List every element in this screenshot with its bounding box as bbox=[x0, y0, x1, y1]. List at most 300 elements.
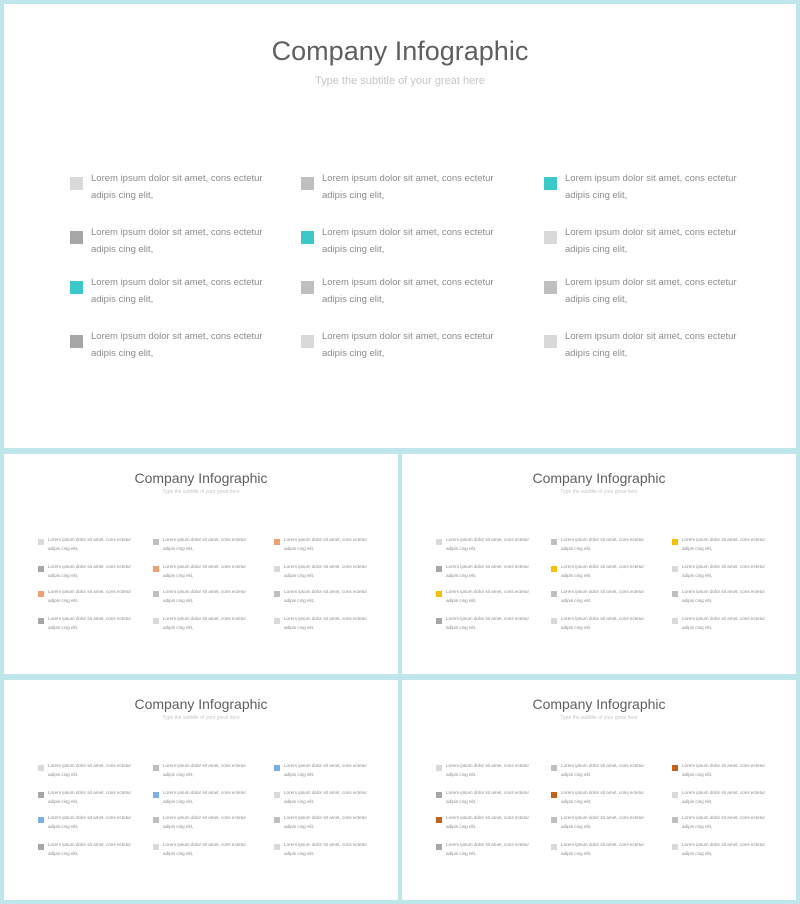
item-text-line2: adipis cing elit, bbox=[322, 348, 385, 359]
item-text-line1: Lorem ipsum dolor sit amet, cons ectetur bbox=[48, 790, 131, 795]
item-text bbox=[682, 615, 782, 632]
bullet-square-icon bbox=[551, 539, 557, 545]
item-text-line1: Lorem ipsum dolor sit amet, cons ectetur bbox=[446, 537, 529, 542]
list-item bbox=[551, 762, 671, 786]
bullet-square-icon bbox=[274, 539, 280, 545]
list-item bbox=[274, 536, 394, 560]
item-text bbox=[91, 274, 291, 308]
item-text-line2: adipis cing elit, bbox=[284, 572, 315, 578]
item-text bbox=[561, 841, 661, 858]
item-text-line1: Lorem ipsum dolor sit amet, cons ectetur bbox=[446, 842, 529, 847]
item-text bbox=[163, 588, 263, 605]
bullet-square-icon bbox=[274, 792, 280, 798]
item-text bbox=[48, 814, 148, 831]
item-text bbox=[682, 588, 782, 605]
list-item bbox=[672, 814, 792, 838]
list-item bbox=[672, 588, 792, 612]
bullet-square-icon bbox=[436, 539, 442, 545]
item-text bbox=[322, 274, 522, 308]
list-item bbox=[301, 274, 541, 320]
bullet-square-icon bbox=[274, 765, 280, 771]
list-item bbox=[672, 789, 792, 813]
item-text-line1: Lorem ipsum dolor sit amet, cons ectetur bbox=[163, 537, 246, 542]
item-text bbox=[446, 615, 546, 632]
bullet-square-icon bbox=[551, 844, 557, 850]
list-item bbox=[436, 841, 556, 865]
bullet-square-icon bbox=[153, 817, 159, 823]
item-text bbox=[163, 789, 263, 806]
slide-subtitle: Type the subtitle of your great here bbox=[162, 489, 240, 495]
list-item bbox=[544, 328, 784, 374]
item-text-line1: Lorem ipsum dolor sit amet, cons ectetur bbox=[284, 537, 367, 542]
item-text-line2: adipis cing elit, bbox=[682, 823, 713, 829]
item-text bbox=[561, 789, 661, 806]
bullet-square-icon bbox=[436, 765, 442, 771]
item-text bbox=[561, 615, 661, 632]
item-text-line2: adipis cing elit, bbox=[446, 823, 477, 829]
bullet-square-icon bbox=[672, 539, 678, 545]
bullet-square-icon bbox=[551, 817, 557, 823]
bullet-square-icon bbox=[672, 844, 678, 850]
item-text-line2: adipis cing elit, bbox=[561, 771, 592, 777]
bullet-square-icon bbox=[551, 792, 557, 798]
item-text-line2: adipis cing elit, bbox=[163, 823, 194, 829]
item-text-line2: adipis cing elit, bbox=[163, 597, 194, 603]
item-text-line2: adipis cing elit, bbox=[163, 545, 194, 551]
bullet-square-icon bbox=[436, 844, 442, 850]
item-text-line1: Lorem ipsum dolor sit amet, cons ectetur bbox=[284, 815, 367, 820]
item-text-line1: Lorem ipsum dolor sit amet, cons ectetur bbox=[163, 842, 246, 847]
list-item bbox=[153, 536, 273, 560]
item-text-line2: adipis cing elit, bbox=[682, 771, 713, 777]
item-text-line1: Lorem ipsum dolor sit amet, cons ectetur bbox=[561, 589, 644, 594]
item-text-line2: adipis cing elit, bbox=[284, 597, 315, 603]
item-text-line1: Lorem ipsum dolor sit amet, cons ectetur bbox=[163, 763, 246, 768]
bullet-square-icon bbox=[38, 591, 44, 597]
item-text-line2: adipis cing elit, bbox=[682, 798, 713, 804]
item-text-line2: adipis cing elit, bbox=[48, 572, 79, 578]
item-text bbox=[91, 170, 291, 204]
bullet-square-icon bbox=[274, 817, 280, 823]
list-item bbox=[551, 615, 671, 639]
item-text-line2: adipis cing elit, bbox=[446, 624, 477, 630]
item-text bbox=[163, 615, 263, 632]
item-text bbox=[682, 536, 782, 553]
bullet-square-icon bbox=[153, 618, 159, 624]
bullet-square-icon bbox=[153, 591, 159, 597]
item-text bbox=[284, 536, 384, 553]
item-text-line2: adipis cing elit, bbox=[682, 545, 713, 551]
list-item bbox=[70, 274, 310, 320]
item-text-line1: Lorem ipsum dolor sit amet, cons ectetur bbox=[284, 763, 367, 768]
item-text bbox=[682, 841, 782, 858]
bullet-square-icon bbox=[38, 792, 44, 798]
bullet-square-icon bbox=[38, 844, 44, 850]
item-text-line2: adipis cing elit, bbox=[561, 823, 592, 829]
item-text-line2: adipis cing elit, bbox=[561, 572, 592, 578]
item-text bbox=[561, 814, 661, 831]
list-item bbox=[551, 814, 671, 838]
list-item bbox=[153, 762, 273, 786]
bullet-square-icon bbox=[153, 792, 159, 798]
item-text-line2: adipis cing elit, bbox=[446, 850, 477, 856]
item-text-line2: adipis cing elit, bbox=[48, 545, 79, 551]
item-text bbox=[48, 588, 148, 605]
bullet-square-icon bbox=[672, 566, 678, 572]
item-text-line1: Lorem ipsum dolor sit amet, cons ectetur bbox=[561, 616, 644, 621]
item-text bbox=[48, 563, 148, 580]
list-item bbox=[274, 789, 394, 813]
item-text bbox=[682, 789, 782, 806]
item-text-line2: adipis cing elit, bbox=[682, 624, 713, 630]
item-text-line2: adipis cing elit, bbox=[446, 597, 477, 603]
list-item bbox=[544, 274, 784, 320]
item-text-line2: adipis cing elit, bbox=[48, 798, 79, 804]
item-text-line1: Lorem ipsum dolor sit amet, cons ectetur bbox=[284, 589, 367, 594]
item-text-line1: Lorem ipsum dolor sit amet, cons ectetur bbox=[446, 616, 529, 621]
item-text bbox=[48, 762, 148, 779]
bullet-square-icon bbox=[153, 765, 159, 771]
item-text bbox=[284, 563, 384, 580]
bullet-square-icon bbox=[672, 618, 678, 624]
item-text-line2: adipis cing elit, bbox=[565, 294, 628, 305]
item-text bbox=[446, 841, 546, 858]
item-text-line2: adipis cing elit, bbox=[565, 348, 628, 359]
item-text-line1: Lorem ipsum dolor sit amet, cons ectetur bbox=[565, 277, 737, 288]
item-text-line2: adipis cing elit, bbox=[91, 348, 154, 359]
list-item bbox=[274, 762, 394, 786]
list-item bbox=[436, 536, 556, 560]
bullet-square-icon bbox=[38, 817, 44, 823]
item-text-line1: Lorem ipsum dolor sit amet, cons ectetur bbox=[682, 564, 765, 569]
item-text-line2: adipis cing elit, bbox=[48, 597, 79, 603]
item-text-line2: adipis cing elit, bbox=[163, 572, 194, 578]
item-text-line2: adipis cing elit, bbox=[284, 823, 315, 829]
list-item bbox=[301, 328, 541, 374]
list-item bbox=[672, 615, 792, 639]
item-text-line2: adipis cing elit, bbox=[446, 545, 477, 551]
item-text-line1: Lorem ipsum dolor sit amet, cons ectetur bbox=[446, 564, 529, 569]
item-text-line1: Lorem ipsum dolor sit amet, cons ectetur bbox=[561, 763, 644, 768]
item-text bbox=[322, 224, 522, 258]
item-text bbox=[322, 170, 522, 204]
bullet-square-icon bbox=[551, 618, 557, 624]
item-text bbox=[163, 563, 263, 580]
item-text-line2: adipis cing elit, bbox=[284, 545, 315, 551]
item-text-line2: adipis cing elit, bbox=[284, 850, 315, 856]
list-item bbox=[551, 789, 671, 813]
list-item bbox=[153, 841, 273, 865]
item-text bbox=[682, 814, 782, 831]
slide-subtitle: Type the subtitle of your great here bbox=[560, 715, 638, 721]
list-item bbox=[301, 224, 541, 270]
bullet-square-icon bbox=[436, 566, 442, 572]
list-item bbox=[436, 814, 556, 838]
bullet-square-icon bbox=[301, 231, 314, 244]
bullet-square-icon bbox=[70, 335, 83, 348]
item-text bbox=[565, 274, 765, 308]
item-text bbox=[163, 814, 263, 831]
list-item bbox=[436, 588, 556, 612]
list-item bbox=[436, 789, 556, 813]
item-text bbox=[446, 536, 546, 553]
item-text bbox=[561, 762, 661, 779]
list-item bbox=[153, 789, 273, 813]
item-text-line2: adipis cing elit, bbox=[322, 190, 385, 201]
item-text-line2: adipis cing elit, bbox=[163, 771, 194, 777]
item-text bbox=[91, 328, 291, 362]
item-text bbox=[682, 762, 782, 779]
item-text-line1: Lorem ipsum dolor sit amet, cons ectetur bbox=[561, 564, 644, 569]
item-text bbox=[561, 536, 661, 553]
list-item bbox=[70, 328, 310, 374]
item-text-line1: Lorem ipsum dolor sit amet, cons ectetur bbox=[565, 173, 737, 184]
item-text-line1: Lorem ipsum dolor sit amet, cons ectetur bbox=[446, 815, 529, 820]
item-text-line1: Lorem ipsum dolor sit amet, cons ectetur bbox=[91, 173, 263, 184]
item-text-line2: adipis cing elit, bbox=[322, 294, 385, 305]
item-text bbox=[163, 762, 263, 779]
bullet-square-icon bbox=[274, 844, 280, 850]
list-item bbox=[70, 224, 310, 270]
item-text-line1: Lorem ipsum dolor sit amet, cons ectetur bbox=[48, 763, 131, 768]
bullet-square-icon bbox=[274, 591, 280, 597]
item-text-line1: Lorem ipsum dolor sit amet, cons ectetur bbox=[561, 842, 644, 847]
item-text-line1: Lorem ipsum dolor sit amet, cons ectetur bbox=[682, 589, 765, 594]
slide-subtitle: Type the subtitle of your great here bbox=[560, 489, 638, 495]
bullet-square-icon bbox=[301, 177, 314, 190]
bullet-square-icon bbox=[544, 335, 557, 348]
list-item bbox=[38, 841, 158, 865]
bullet-square-icon bbox=[38, 566, 44, 572]
list-item bbox=[436, 615, 556, 639]
slide-orange-variant bbox=[4, 454, 398, 674]
item-text bbox=[561, 588, 661, 605]
item-text-line1: Lorem ipsum dolor sit amet, cons ectetur bbox=[91, 331, 263, 342]
item-text-line2: adipis cing elit, bbox=[682, 597, 713, 603]
bullet-square-icon bbox=[70, 281, 83, 294]
list-item bbox=[70, 170, 310, 216]
bullet-square-icon bbox=[672, 817, 678, 823]
item-text-line1: Lorem ipsum dolor sit amet, cons ectetur bbox=[322, 227, 494, 238]
bullet-square-icon bbox=[436, 792, 442, 798]
item-text bbox=[446, 789, 546, 806]
item-text-line2: adipis cing elit, bbox=[561, 624, 592, 630]
item-text-line1: Lorem ipsum dolor sit amet, cons ectetur bbox=[91, 277, 263, 288]
item-text-line2: adipis cing elit, bbox=[284, 771, 315, 777]
bullet-square-icon bbox=[544, 177, 557, 190]
bullet-square-icon bbox=[551, 765, 557, 771]
item-text-line1: Lorem ipsum dolor sit amet, cons ectetur bbox=[561, 790, 644, 795]
slide-main bbox=[4, 4, 796, 448]
item-text-line1: Lorem ipsum dolor sit amet, cons ectetur bbox=[163, 815, 246, 820]
slide-brown-variant bbox=[402, 680, 796, 900]
list-item bbox=[153, 814, 273, 838]
item-text-line2: adipis cing elit, bbox=[446, 771, 477, 777]
bullet-square-icon bbox=[153, 566, 159, 572]
list-item bbox=[38, 615, 158, 639]
item-text-line1: Lorem ipsum dolor sit amet, cons ectetur bbox=[48, 616, 131, 621]
item-text-line1: Lorem ipsum dolor sit amet, cons ectetur bbox=[48, 564, 131, 569]
item-text bbox=[565, 224, 765, 258]
item-text bbox=[284, 789, 384, 806]
item-text-line2: adipis cing elit, bbox=[565, 244, 628, 255]
list-item bbox=[38, 536, 158, 560]
item-text bbox=[284, 762, 384, 779]
slide-title: Company Infographic bbox=[134, 470, 268, 486]
item-text bbox=[48, 841, 148, 858]
item-text-line1: Lorem ipsum dolor sit amet, cons ectetur bbox=[284, 564, 367, 569]
item-text-line2: adipis cing elit, bbox=[561, 850, 592, 856]
list-item bbox=[672, 563, 792, 587]
list-item bbox=[38, 789, 158, 813]
item-text bbox=[48, 615, 148, 632]
item-text-line1: Lorem ipsum dolor sit amet, cons ectetur bbox=[561, 537, 644, 542]
bullet-square-icon bbox=[672, 765, 678, 771]
item-text-line1: Lorem ipsum dolor sit amet, cons ectetur bbox=[322, 331, 494, 342]
list-item bbox=[38, 588, 158, 612]
item-text-line2: adipis cing elit, bbox=[284, 624, 315, 630]
list-item bbox=[274, 563, 394, 587]
slide-blue-variant bbox=[4, 680, 398, 900]
item-text bbox=[446, 563, 546, 580]
list-item bbox=[274, 841, 394, 865]
bullet-square-icon bbox=[551, 566, 557, 572]
list-item bbox=[436, 563, 556, 587]
item-text-line1: Lorem ipsum dolor sit amet, cons ectetur bbox=[565, 331, 737, 342]
item-text-line2: adipis cing elit, bbox=[446, 572, 477, 578]
bullet-square-icon bbox=[38, 539, 44, 545]
bullet-square-icon bbox=[274, 618, 280, 624]
item-text bbox=[284, 588, 384, 605]
list-item bbox=[274, 588, 394, 612]
item-text bbox=[284, 814, 384, 831]
item-text-line1: Lorem ipsum dolor sit amet, cons ectetur bbox=[682, 537, 765, 542]
item-text-line2: adipis cing elit, bbox=[561, 545, 592, 551]
item-text bbox=[565, 170, 765, 204]
bullet-square-icon bbox=[153, 539, 159, 545]
list-item bbox=[672, 762, 792, 786]
item-text-line1: Lorem ipsum dolor sit amet, cons ectetur bbox=[48, 842, 131, 847]
list-item bbox=[153, 615, 273, 639]
item-text-line1: Lorem ipsum dolor sit amet, cons ectetur bbox=[48, 537, 131, 542]
bullet-square-icon bbox=[436, 591, 442, 597]
item-text bbox=[446, 588, 546, 605]
bullet-square-icon bbox=[544, 281, 557, 294]
item-text-line1: Lorem ipsum dolor sit amet, cons ectetur bbox=[682, 842, 765, 847]
item-text-line2: adipis cing elit, bbox=[91, 294, 154, 305]
list-item bbox=[544, 224, 784, 270]
item-text-line1: Lorem ipsum dolor sit amet, cons ectetur bbox=[163, 589, 246, 594]
item-text bbox=[322, 328, 522, 362]
item-text-line2: adipis cing elit, bbox=[446, 798, 477, 804]
slide-title: Company Infographic bbox=[271, 36, 529, 66]
item-text-line2: adipis cing elit, bbox=[163, 798, 194, 804]
list-item bbox=[38, 563, 158, 587]
list-item bbox=[551, 841, 671, 865]
item-text-line1: Lorem ipsum dolor sit amet, cons ectetur bbox=[91, 227, 263, 238]
bullet-square-icon bbox=[274, 566, 280, 572]
list-item bbox=[436, 762, 556, 786]
slide-title: Company Infographic bbox=[134, 696, 268, 712]
item-text-line1: Lorem ipsum dolor sit amet, cons ectetur bbox=[682, 790, 765, 795]
list-item bbox=[38, 762, 158, 786]
item-text-line1: Lorem ipsum dolor sit amet, cons ectetur bbox=[284, 616, 367, 621]
item-text-line2: adipis cing elit, bbox=[48, 771, 79, 777]
list-item bbox=[301, 170, 541, 216]
bullet-square-icon bbox=[436, 618, 442, 624]
bullet-square-icon bbox=[672, 591, 678, 597]
bullet-square-icon bbox=[38, 765, 44, 771]
list-item bbox=[274, 615, 394, 639]
item-text-line1: Lorem ipsum dolor sit amet, cons ectetur bbox=[48, 815, 131, 820]
item-text-line2: adipis cing elit, bbox=[565, 190, 628, 201]
item-text bbox=[446, 814, 546, 831]
item-text bbox=[163, 841, 263, 858]
bullet-square-icon bbox=[70, 177, 83, 190]
item-text-line2: adipis cing elit, bbox=[284, 798, 315, 804]
bullet-square-icon bbox=[153, 844, 159, 850]
item-text-line1: Lorem ipsum dolor sit amet, cons ectetur bbox=[284, 842, 367, 847]
slide-subtitle: Type the subtitle of your great here bbox=[162, 715, 240, 721]
bullet-square-icon bbox=[301, 335, 314, 348]
bullet-square-icon bbox=[301, 281, 314, 294]
bullet-square-icon bbox=[38, 618, 44, 624]
item-text-line2: adipis cing elit, bbox=[682, 572, 713, 578]
list-item bbox=[551, 588, 671, 612]
list-item bbox=[551, 536, 671, 560]
item-text bbox=[284, 615, 384, 632]
list-item bbox=[544, 170, 784, 216]
slide-yellow-variant bbox=[402, 454, 796, 674]
item-text bbox=[682, 563, 782, 580]
bullet-square-icon bbox=[436, 817, 442, 823]
item-text-line1: Lorem ipsum dolor sit amet, cons ectetur bbox=[682, 616, 765, 621]
item-text bbox=[284, 841, 384, 858]
item-text bbox=[446, 762, 546, 779]
bullet-square-icon bbox=[544, 231, 557, 244]
item-text-line2: adipis cing elit, bbox=[163, 850, 194, 856]
item-text-line1: Lorem ipsum dolor sit amet, cons ectetur bbox=[322, 277, 494, 288]
item-text bbox=[91, 224, 291, 258]
item-text-line1: Lorem ipsum dolor sit amet, cons ectetur bbox=[48, 589, 131, 594]
item-text-line1: Lorem ipsum dolor sit amet, cons ectetur bbox=[322, 173, 494, 184]
item-text-line2: adipis cing elit, bbox=[561, 798, 592, 804]
list-item bbox=[672, 841, 792, 865]
item-text-line2: adipis cing elit, bbox=[682, 850, 713, 856]
list-item bbox=[153, 563, 273, 587]
item-text-line1: Lorem ipsum dolor sit amet, cons ectetur bbox=[561, 815, 644, 820]
item-text bbox=[561, 563, 661, 580]
item-text bbox=[48, 789, 148, 806]
item-text-line2: adipis cing elit, bbox=[322, 244, 385, 255]
bullet-square-icon bbox=[551, 591, 557, 597]
item-text bbox=[48, 536, 148, 553]
list-item bbox=[551, 563, 671, 587]
item-text-line1: Lorem ipsum dolor sit amet, cons ectetur bbox=[682, 815, 765, 820]
item-text-line2: adipis cing elit, bbox=[163, 624, 194, 630]
list-item bbox=[38, 814, 158, 838]
item-text-line2: adipis cing elit, bbox=[91, 244, 154, 255]
item-text-line2: adipis cing elit, bbox=[91, 190, 154, 201]
list-item bbox=[153, 588, 273, 612]
item-text-line2: adipis cing elit, bbox=[48, 624, 79, 630]
item-text-line1: Lorem ipsum dolor sit amet, cons ectetur bbox=[284, 790, 367, 795]
item-text-line1: Lorem ipsum dolor sit amet, cons ectetur bbox=[446, 763, 529, 768]
item-text-line1: Lorem ipsum dolor sit amet, cons ectetur bbox=[163, 616, 246, 621]
slide-subtitle: Type the subtitle of your great here bbox=[315, 75, 485, 87]
list-item bbox=[274, 814, 394, 838]
slide-title: Company Infographic bbox=[532, 470, 666, 486]
